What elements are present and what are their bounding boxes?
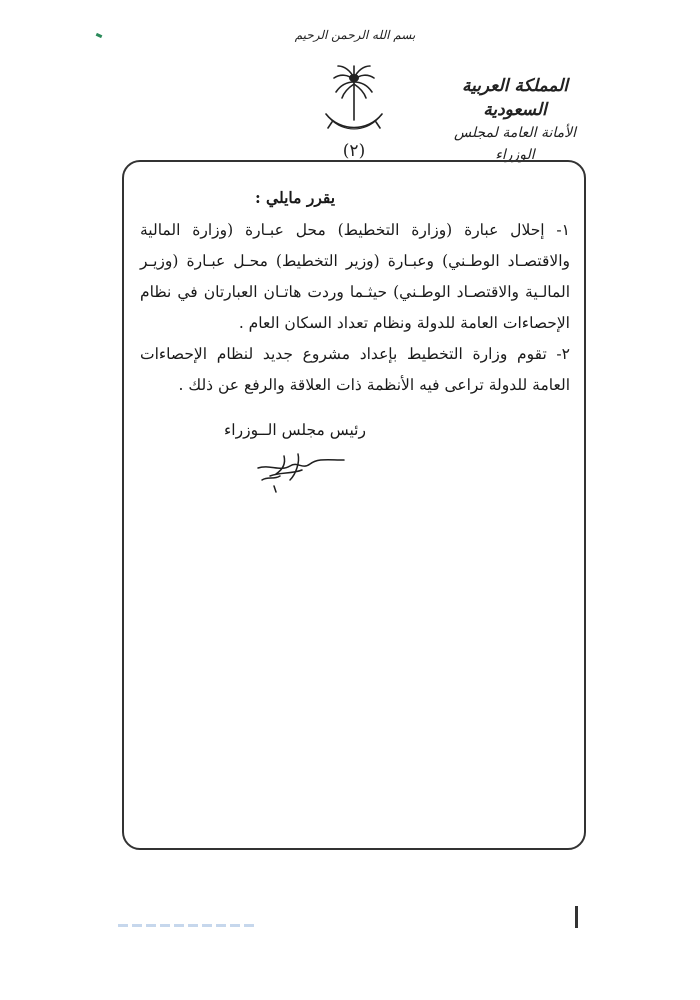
scan-artifact-mark xyxy=(96,33,103,38)
saudi-emblem-icon xyxy=(318,62,390,144)
page-number: (٢) xyxy=(342,141,366,161)
handwritten-signature-icon xyxy=(240,446,350,496)
footer-page-mark xyxy=(575,906,578,928)
footer-scan-band xyxy=(118,924,258,927)
clause-1: ١- إحلال عبارة (وزارة التخطيط) محل عبـارة (وزارة المالية والاقتصـاد الوطـني) وعبـارة (وزير التخطيط) محـل عبـارة (وزيـر المالـية والاقتصـاد الوطـني) حيثـما وردت هاتـان العبارتان في نظام الإحصاءات العامة للدولة ونظام تعداد السكان العام . xyxy=(140,221,570,332)
letterhead-secretariat: الأمانة العامة لمجلس الوزراء xyxy=(453,125,576,163)
clause-2: ٢- تقوم وزارة التخطيط بإعداد مشروع جديد لنظام الإحصاءات العامة للدولة تراعى فيه الأنظمة ذات العلاقة والرفع عن ذلك . xyxy=(140,345,570,394)
decision-heading: يقرر مايلي : xyxy=(254,188,336,207)
signature-block xyxy=(220,418,370,496)
letterhead-country: المملكة العربية السعودية xyxy=(461,76,569,120)
decision-body xyxy=(140,182,570,401)
basmala: بسم الله الرحمن الرحيم xyxy=(294,28,416,42)
signature-title: رئيس مجلس الــوزراء xyxy=(224,421,366,439)
letterhead xyxy=(440,74,590,166)
